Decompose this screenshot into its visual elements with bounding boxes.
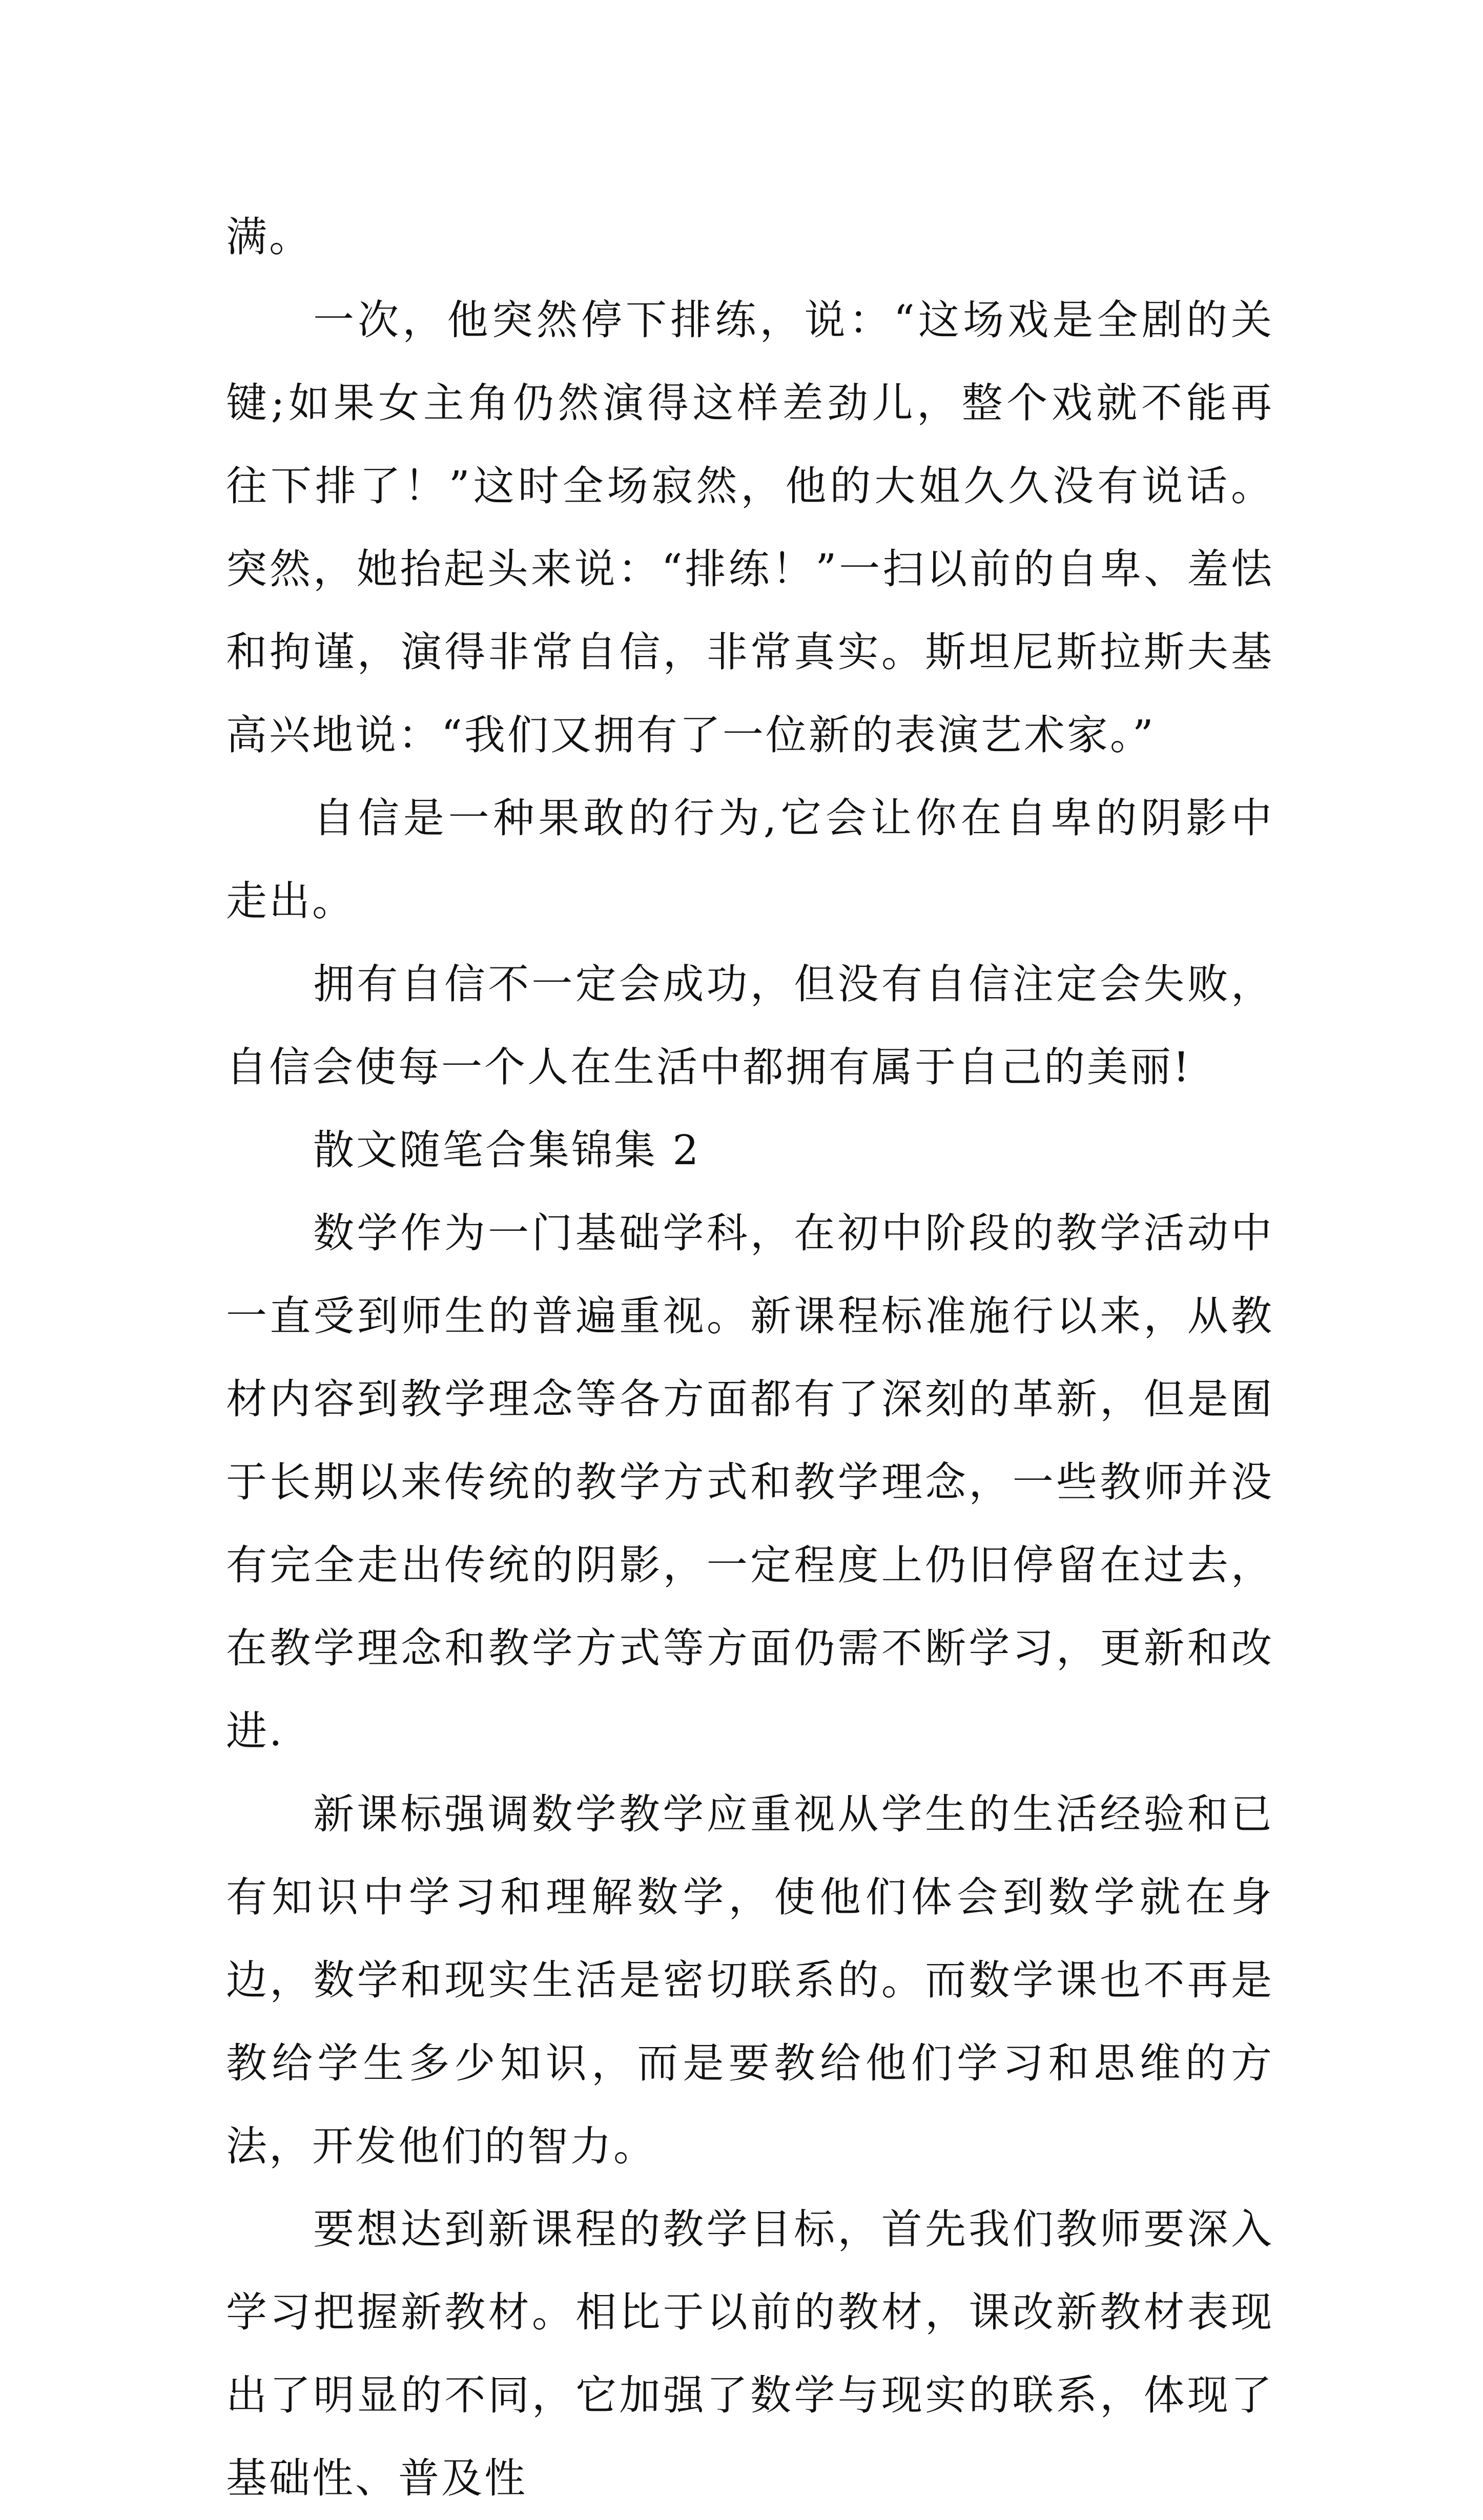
paragraph-math-intro: 数学作为一门基础学科，在初中阶段的教学活动中一直受到师生的普遍重视。新课程标准施行以来，从教材内容到教学理念等各方面都有了深刻的革新，但是囿于长期以来传统的教学方式和教学理念，一些教师并没有完全走出传统的阴影，一定程度上仍旧停留在过去，在教学理念和教学方式等方面仍需不断学习，更新和改进. xyxy=(226,1209,1274,1755)
paragraph-confidence-conclusion: 拥有自信不一定会成功，但没有自信注定会失败，自信会使每一个人在生活中都拥有属于自己的美丽! xyxy=(226,960,1274,1091)
document-body xyxy=(226,196,1274,2520)
paragraph-new-curriculum: 新课标强调数学教学应重视从学生的生活经验和已有知识中学习和理解数学，使他们体会到数学就在身边，数学和现实生活是密切联系的。而数学课也不再是教给学生多少知识，而是要教给他们学习和思维的方法，开发他们的智力。 xyxy=(226,1790,1274,2170)
section-title: 散文随笔合集锦集 2 xyxy=(313,1126,701,1174)
paragraph-continuation: 满。 xyxy=(226,213,312,261)
paragraph-confidence-statement: 自信是一种果敢的行为,它会让你在自卑的阴影中走出。 xyxy=(226,794,1274,925)
paragraph-rehearsal-story: 一次，他突然停下排练，说：“这场戏是全剧的关键;如果女主角仍然演得这样差劲儿，整个戏就不能再往下排了！”这时全场寂然，他的大姐久久没有说话。突然，她抬起头来说：“排练！”一扫以前的自卑、羞怯和拘谨，演得非常自信，非常真实。斯坦尼斯拉斯夫基高兴地说：“我们又拥有了一位新的表演艺术家。” xyxy=(226,296,1274,759)
paragraph-teaching-goals: 要想达到新课程的教学目标，首先我们教师要深入学习把握新教材。相比于以前的教材，课改新教材表现出了明显的不同，它加强了数学与现实的联系，体现了基础性、普及性 xyxy=(226,2205,1274,2502)
